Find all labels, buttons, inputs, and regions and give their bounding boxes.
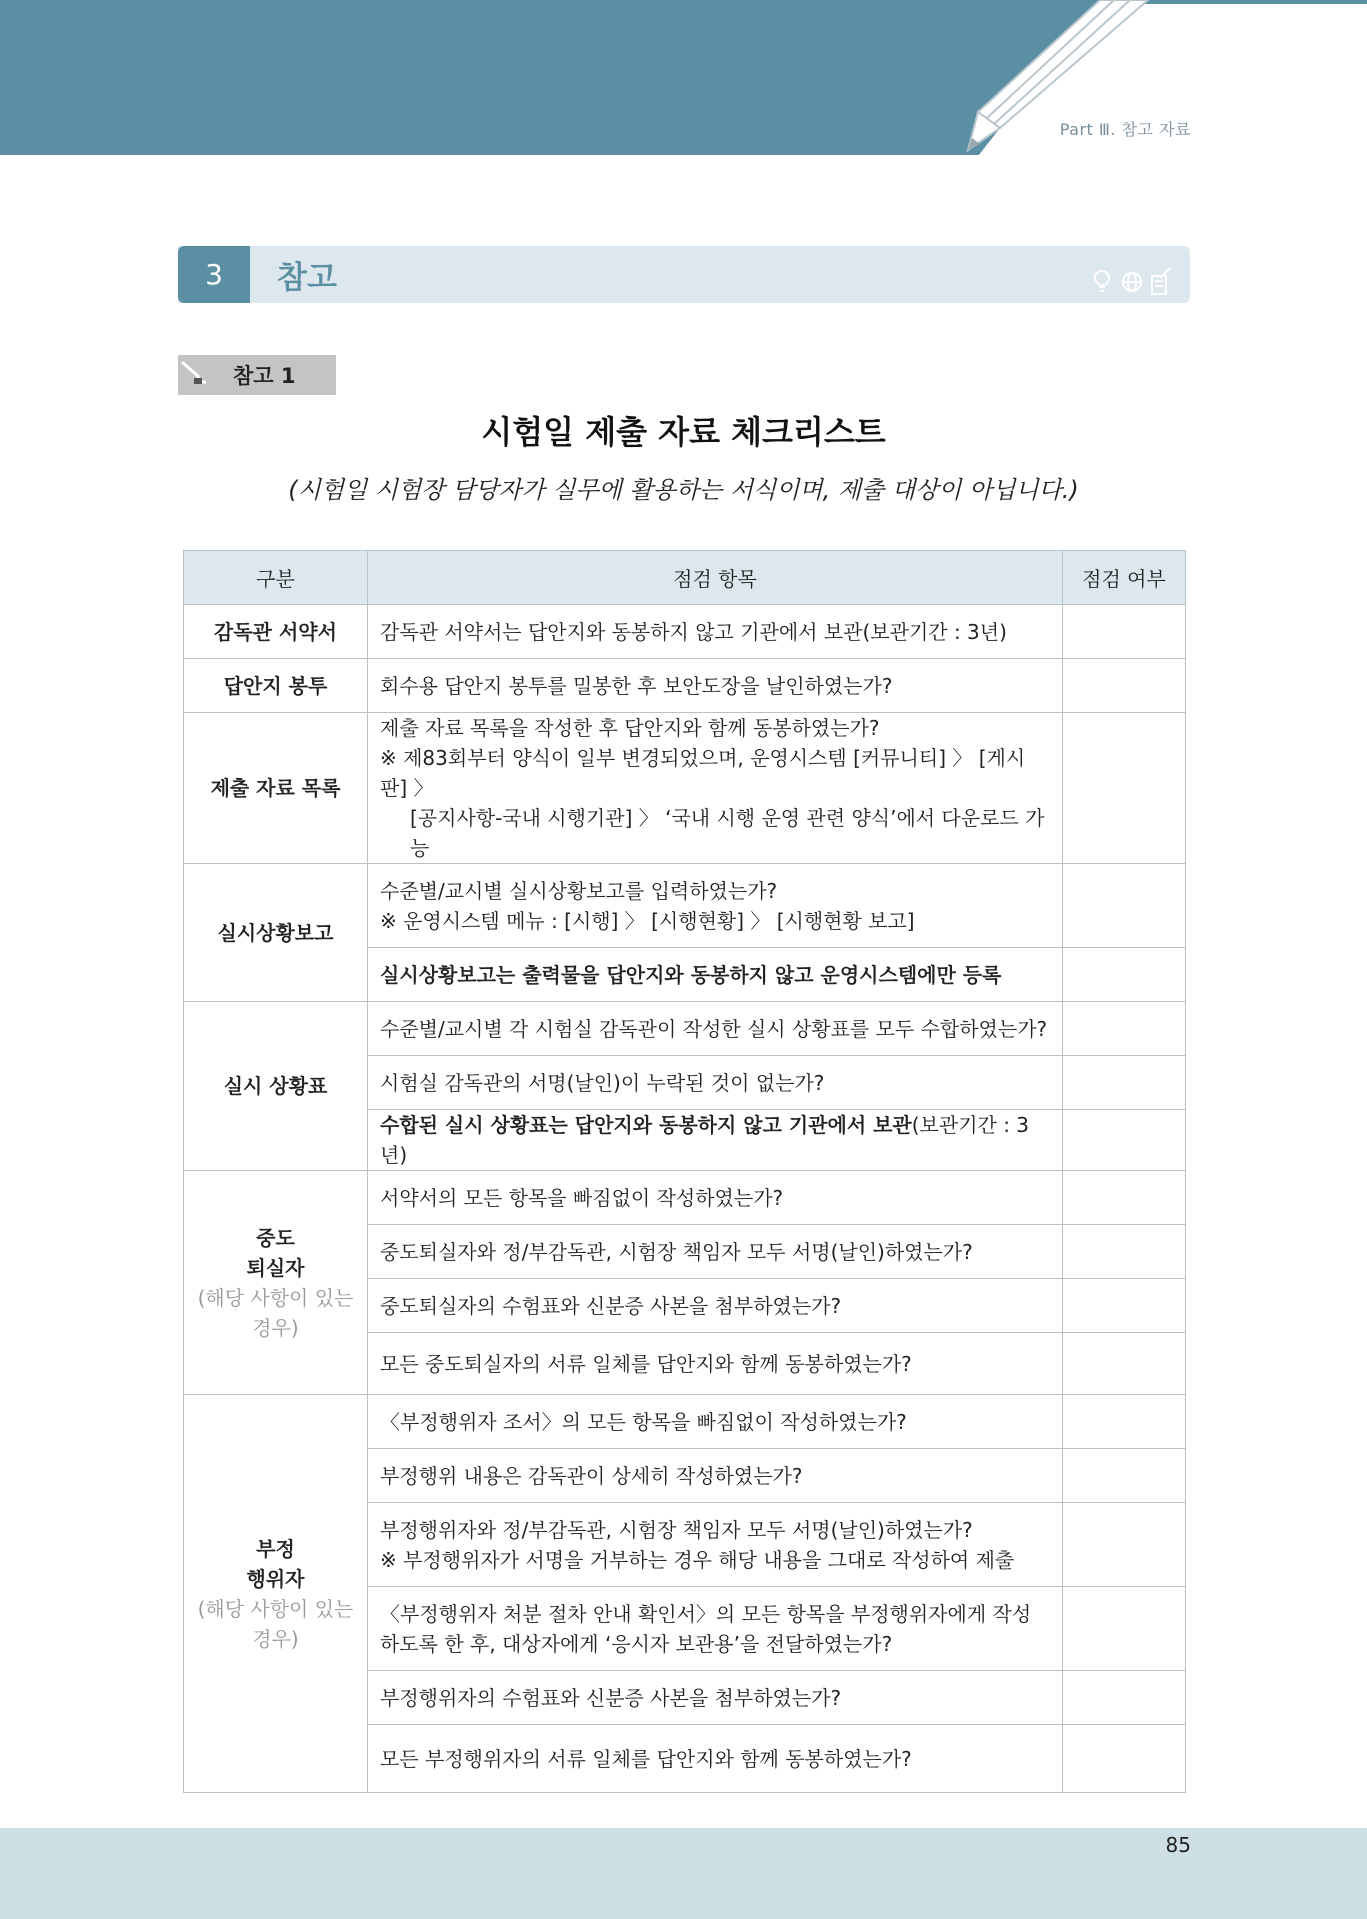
document-title: 시험일 제출 자료 체크리스트 [481, 413, 886, 451]
table-header-row [184, 551, 1186, 605]
check-status-cell[interactable] [1063, 1671, 1186, 1725]
lightbulb-icon [1095, 271, 1109, 291]
table-row [184, 1002, 1186, 1056]
column-header: 구분 [184, 551, 368, 605]
check-item-text: ※ 운영시스템 메뉴 : [시행] 〉 [시행현황] 〉 [시행현황 보고] [380, 908, 915, 933]
category-note: (해당 사항이 있는 [197, 1285, 354, 1310]
category-label: 실시 상황표 [223, 1074, 328, 1098]
category-cell [184, 1395, 368, 1793]
checklist-table [183, 550, 1186, 1793]
table-row [184, 864, 1186, 948]
check-item-cell [368, 1056, 1063, 1110]
corner-arrow-icon [180, 358, 210, 392]
section-title: 참고 [277, 260, 337, 296]
category-label: 행위자 [246, 1566, 305, 1591]
category-label: 답안지 봉투 [223, 673, 328, 698]
check-item-text: 모든 중도퇴실자의 서류 일체를 답안지와 함께 동봉하였는가? [380, 1351, 912, 1376]
check-item-text: 중도퇴실자와 정/부감독관, 시험장 책임자 모두 서명(날인)하였는가? [380, 1239, 973, 1264]
category-cell [184, 1002, 368, 1171]
document-subtitle: (시험일 시험장 담당자가 실무에 활용하는 서식이며, 제출 대상이 아닙니다.) [288, 476, 1079, 504]
check-item-cell [368, 1449, 1063, 1503]
checklist-body [184, 605, 1186, 1793]
table-row [184, 659, 1186, 713]
check-item-cell [368, 1725, 1063, 1793]
check-status-cell[interactable] [1063, 1587, 1186, 1671]
category-cell [184, 864, 368, 1002]
check-item-text: (보관기간 : 3년) [380, 1113, 1030, 1167]
check-status-cell[interactable] [1063, 1110, 1186, 1171]
table-row [184, 605, 1186, 659]
check-item-cell [368, 1110, 1063, 1171]
column-header: 점검 항목 [368, 551, 1063, 605]
check-status-cell[interactable] [1063, 1503, 1186, 1587]
check-status-cell[interactable] [1063, 864, 1186, 948]
check-status-cell[interactable] [1063, 1171, 1186, 1225]
check-status-cell[interactable] [1063, 1333, 1186, 1395]
check-item-cell [368, 605, 1063, 659]
check-item-text: 시험실 감독관의 서명(날인)이 누락된 것이 없는가? [380, 1070, 825, 1095]
memo-icon [1152, 268, 1170, 294]
check-item-cell [368, 1171, 1063, 1225]
check-item-text: ※ 제83회부터 양식이 일부 변경되었으며, 운영시스템 [커뮤니티] 〉 [게시판] 〉 [380, 746, 1026, 800]
table-row [184, 1395, 1186, 1449]
check-status-cell[interactable] [1063, 659, 1186, 713]
ref-tag-label: 참고 1 [233, 364, 296, 388]
table-row [184, 1171, 1186, 1225]
category-label: 감독관 서약서 [214, 619, 337, 644]
page-number: 85 [1165, 1833, 1191, 1857]
check-item-text: 〈부정행위자 조서〉의 모든 항목을 빠짐없이 작성하였는가? [380, 1409, 907, 1434]
check-item-text: 모든 부정행위자의 서류 일체를 답안지와 함께 동봉하였는가? [380, 1746, 912, 1771]
check-item-text: 서약서의 모든 항목을 빠짐없이 작성하였는가? [380, 1185, 784, 1210]
check-item-text: 하도록 한 후, 대상자에게 ‘응시자 보관용’을 전달하였는가? [380, 1631, 893, 1656]
check-status-cell[interactable] [1063, 1225, 1186, 1279]
check-item-cell [368, 1587, 1063, 1671]
check-status-cell[interactable] [1063, 1279, 1186, 1333]
check-item-cell [368, 864, 1063, 948]
check-item-text: 〈부정행위자 처분 절차 안내 확인서〉의 모든 항목을 부정행위자에게 작성 [380, 1601, 1032, 1626]
check-status-cell[interactable] [1063, 1002, 1186, 1056]
check-item-text: 중도퇴실자의 수험표와 신분증 사본을 첨부하였는가? [380, 1293, 842, 1318]
check-item-cell [368, 1279, 1063, 1333]
category-label: 중도 [256, 1225, 295, 1250]
check-item-text: 수준별/교시별 각 시험실 감독관이 작성한 실시 상황표를 모두 수합하였는가? [380, 1016, 1048, 1041]
check-item-text: 회수용 답안지 봉투를 밀봉한 후 보안도장을 날인하였는가? [380, 673, 893, 698]
check-item-cell [368, 659, 1063, 713]
check-item-text: 부정행위 내용은 감독관이 상세히 작성하였는가? [380, 1463, 803, 1488]
category-label: 제출 자료 목록 [210, 776, 341, 800]
category-cell [184, 605, 368, 659]
check-status-cell[interactable] [1063, 1395, 1186, 1449]
check-item-cell [368, 1503, 1063, 1587]
globe-icon [1123, 273, 1141, 291]
part-label: Part Ⅲ. 참고 자료 [1059, 120, 1191, 139]
category-cell [184, 659, 368, 713]
check-item-text: ※ 부정행위자가 서명을 거부하는 경우 해당 내용을 그대로 작성하여 제출 [380, 1547, 1015, 1572]
check-item-text: 실시상황보고는 출력물을 답안지와 동봉하지 않고 운영시스템에만 등록 [380, 962, 1002, 987]
check-item-cell [368, 1395, 1063, 1449]
check-item-text: 수준별/교시별 실시상황보고를 입력하였는가? [380, 878, 778, 903]
category-label: 실시상황보고 [217, 920, 334, 945]
check-status-cell[interactable] [1063, 1449, 1186, 1503]
category-label: 퇴실자 [246, 1255, 305, 1280]
check-status-cell[interactable] [1063, 1725, 1186, 1793]
check-item-cell [368, 713, 1063, 864]
check-item-text: 부정행위자의 수험표와 신분증 사본을 첨부하였는가? [380, 1685, 842, 1710]
check-item-cell [368, 1333, 1063, 1395]
section-icons [1092, 266, 1178, 298]
check-item-cell [368, 1671, 1063, 1725]
check-item-cell [368, 1002, 1063, 1056]
check-item-text: 부정행위자와 정/부감독관, 시험장 책임자 모두 서명(날인)하였는가? [380, 1517, 973, 1542]
column-header: 점검 여부 [1063, 551, 1186, 605]
category-label: 부정 [256, 1536, 295, 1561]
category-cell [184, 713, 368, 864]
category-cell [184, 1171, 368, 1395]
check-status-cell[interactable] [1063, 948, 1186, 1002]
category-note: 경우) [252, 1626, 299, 1651]
section-number: 3 [178, 246, 250, 303]
check-item-text: [공지사항-국내 시행기관] 〉 ‘국내 시행 운영 관련 양식’에서 다운로드 가능 [410, 806, 1045, 860]
category-note: 경우) [252, 1315, 299, 1340]
category-note: (해당 사항이 있는 [197, 1596, 354, 1621]
check-item-text: 수합된 실시 상황표는 답안지와 동봉하지 않고 기관에서 보관 [380, 1113, 912, 1137]
table-row [184, 713, 1186, 864]
check-item-text: 제출 자료 목록을 작성한 후 답안지와 함께 동봉하였는가? [380, 716, 880, 740]
footer-band [0, 1828, 1367, 1919]
check-status-cell[interactable] [1063, 1056, 1186, 1110]
check-status-cell[interactable] [1063, 605, 1186, 659]
check-status-cell[interactable] [1063, 713, 1186, 864]
check-item-cell [368, 948, 1063, 1002]
check-item-cell [368, 1225, 1063, 1279]
check-item-text: 감독관 서약서는 답안지와 동봉하지 않고 기관에서 보관(보관기간 : 3년) [380, 619, 1007, 644]
